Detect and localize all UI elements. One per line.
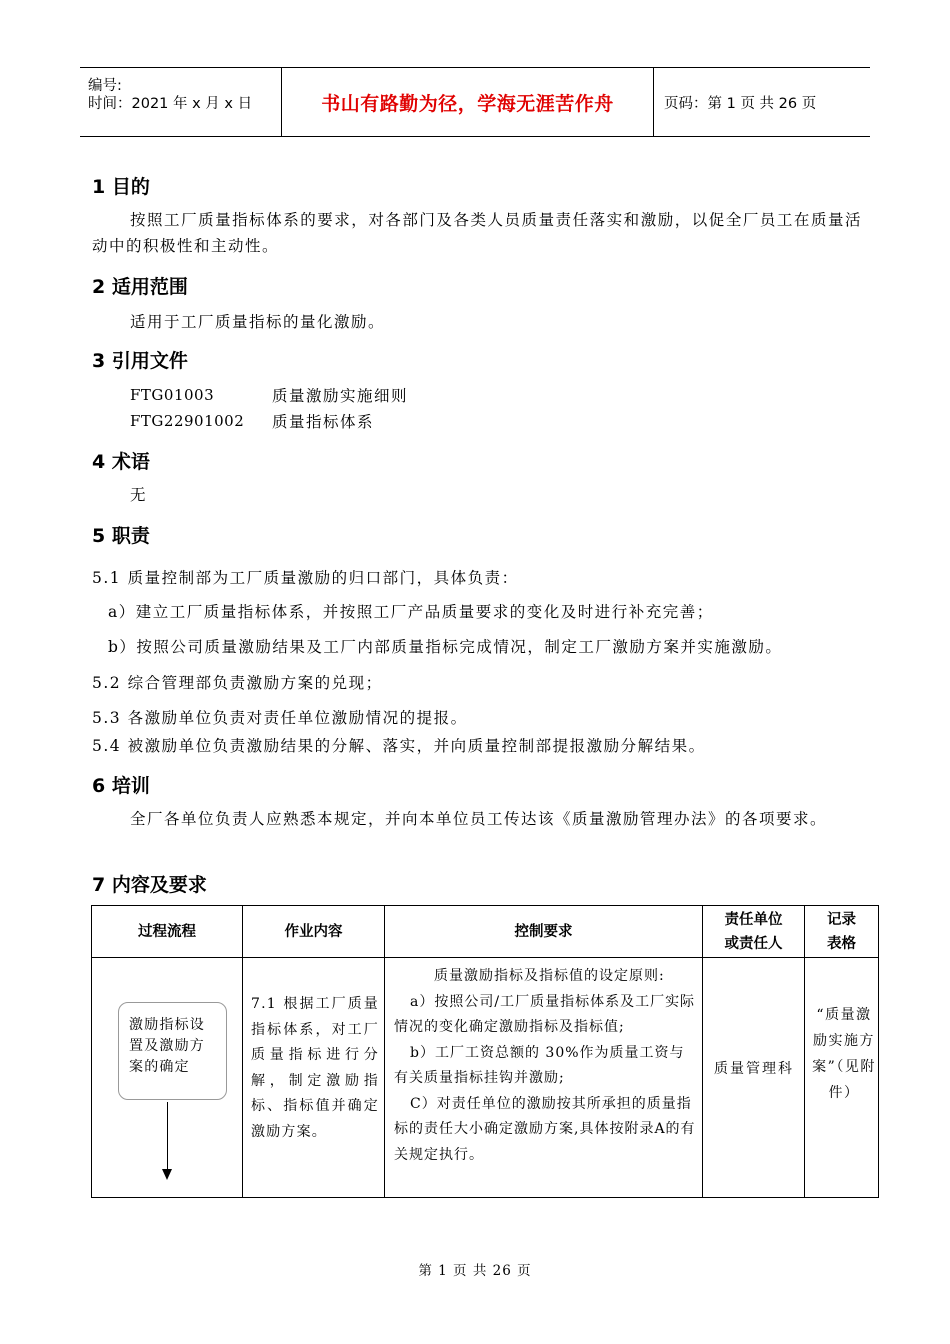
section-1-title: 1 目的 (92, 176, 150, 198)
section-4-title: 4 术语 (92, 451, 150, 473)
section-3-title: 3 引用文件 (92, 350, 188, 372)
control-line: 质量激励指标及指标值的设定原则: (434, 968, 665, 984)
header-page-cell (654, 68, 870, 136)
process-table (91, 905, 879, 1198)
header-work-label: 作业内容 (284, 923, 343, 940)
header-work (243, 906, 384, 957)
header-process (92, 906, 242, 957)
section-1-text: 按照工厂质量指标体系的要求，对各部门及各类人员质量责任落实和激励，以促全厂员工在质量活动中的积极性和主动性。 (92, 211, 862, 255)
duty-item: 5.4 被激励单位负责激励结果的分解、落实，并向质量控制部提报激励分解结果。 (92, 737, 706, 755)
header-meta-cell (80, 68, 282, 136)
control-line: C）对责任单位的激励按其所承担的质量指标的责任大小确定激励方案,具体按附录A的有关规定执行。 (394, 1095, 696, 1163)
header-form (805, 906, 878, 957)
section-7-title: 7 内容及要求 (92, 874, 207, 896)
record-form-cell: “质量激励实施方案”（见附件） (812, 1007, 876, 1101)
ref-name-2: 质量指标体系 (272, 413, 375, 431)
control-line: b）工厂工资总额的 30%作为质量工资与有关质量指标挂钩并激励; (394, 1044, 685, 1086)
header-responsible-line-1: 责任单位 (724, 911, 783, 928)
duty-item: b）按照公司质量激励结果及工厂内部质量指标完成情况，制定工厂激励方案并实施激励。 (108, 638, 783, 656)
motto: 书山有路勤为径，学海无涯苦作舟 (321, 92, 614, 115)
work-content-cell: 7.1 根据工厂质量指标体系，对工厂质量指标进行分解，制定激励指标、指标值并确定激励方案。 (251, 996, 379, 1140)
arrow-down-icon (162, 1169, 172, 1180)
header-control (385, 906, 702, 957)
page-info: 页码：第 1 页 共 26 页 (664, 95, 817, 112)
header-control-label: 控制要求 (514, 923, 573, 940)
header-responsible (703, 906, 804, 957)
control-requirements-cell (394, 964, 698, 1168)
duty-item: 5.3 各激励单位负责对责任单位激励情况的提报。 (92, 709, 468, 727)
document-header (80, 67, 870, 137)
page-footer: 第 1 页 共 26 页 (418, 1263, 532, 1279)
section-4-text: 无 (130, 486, 148, 504)
header-row-divider (92, 957, 878, 958)
header-motto-cell (282, 68, 654, 136)
control-line: a）按照公司/工厂质量指标体系及工厂实际情况的变化确定激励指标及指标值; (394, 993, 696, 1035)
ref-code-2: FTG22901002 (130, 412, 245, 430)
header-form-line-1: 记录 (827, 911, 856, 928)
section-6-text: 全厂各单位负责人应熟悉本规定，并向本单位员工传达该《质量激励管理办法》的各项要求。 (130, 810, 828, 828)
section-6-title: 6 培训 (92, 775, 150, 797)
duty-item: 5.1 质量控制部为工厂质量激励的归口部门，具体负责： (92, 569, 519, 587)
date-line: 时间：2021 年 x 月 x 日 (88, 96, 253, 112)
number-label: 编号: (88, 78, 122, 94)
responsible-cell: 质量管理科 (714, 1061, 794, 1077)
header-form-line-2: 表格 (827, 935, 856, 952)
header-responsible-line-2: 或责任人 (724, 935, 783, 952)
ref-code-1: FTG01003 (130, 386, 215, 404)
section-2-title: 2 适用范围 (92, 276, 188, 298)
duty-item: a）建立工厂质量指标体系，并按照工厂产品质量要求的变化及时进行补充完善； (108, 603, 714, 621)
ref-name-1: 质量激励实施细则 (272, 387, 409, 405)
section-5-title: 5 职责 (92, 525, 150, 547)
duty-item: 5.2 综合管理部负责激励方案的兑现； (92, 674, 383, 692)
flow-arrow-line (167, 1102, 168, 1172)
flow-step-box: 激励指标设置及激励方案的确定 (118, 1002, 227, 1100)
header-process-label: 过程流程 (138, 923, 196, 940)
section-2-text: 适用于工厂质量指标的量化激励。 (130, 313, 386, 331)
